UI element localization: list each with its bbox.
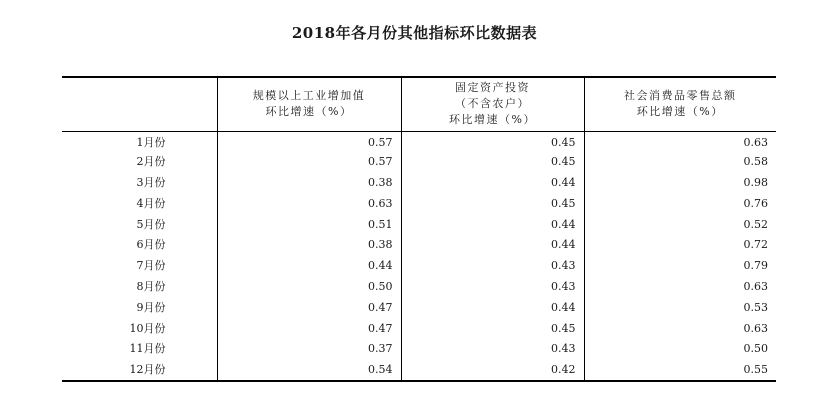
month-cell: 4月份 xyxy=(136,196,166,210)
investment-value: 0.45 xyxy=(401,152,584,173)
investment-value: 0.44 xyxy=(401,297,584,318)
table-body xyxy=(62,131,776,381)
table-row xyxy=(62,360,776,381)
table-row xyxy=(62,297,776,318)
investment-value: 0.42 xyxy=(401,360,584,381)
industry-value: 0.57 xyxy=(217,152,401,173)
investment-value: 0.43 xyxy=(401,339,584,360)
data-table xyxy=(62,76,776,382)
month-cell: 9月份 xyxy=(136,300,166,314)
month-cell: 12月份 xyxy=(62,360,217,381)
month-cell: 5月份 xyxy=(136,217,166,231)
header-investment xyxy=(401,77,584,131)
month-cell: 2月份 xyxy=(136,155,166,169)
investment-value: 0.44 xyxy=(401,173,584,194)
table-row xyxy=(62,214,776,235)
retail-value: 0.58 xyxy=(584,152,776,173)
retail-value: 0.63 xyxy=(584,318,776,339)
investment-value: 0.44 xyxy=(401,214,584,235)
investment-value: 0.45 xyxy=(401,131,584,152)
month-cell: 1月份 xyxy=(136,135,166,149)
table-row xyxy=(62,193,776,214)
retail-value: 0.63 xyxy=(584,277,776,298)
industry-value: 0.47 xyxy=(217,297,401,318)
industry-value: 0.63 xyxy=(217,193,401,214)
header-month-cell xyxy=(62,77,217,131)
table-row xyxy=(62,131,776,152)
retail-value: 0.63 xyxy=(584,131,776,152)
page-title: 2018年各月份其他指标环比数据表 xyxy=(291,24,538,42)
retail-value: 0.53 xyxy=(584,297,776,318)
header-line: 环比增速（%） xyxy=(636,105,724,119)
table-row xyxy=(62,173,776,194)
industry-value: 0.38 xyxy=(217,235,401,256)
month-cell: 3月份 xyxy=(136,175,166,189)
table-row xyxy=(62,339,776,360)
retail-value: 0.50 xyxy=(584,339,776,360)
investment-value: 0.44 xyxy=(401,235,584,256)
retail-value: 0.55 xyxy=(584,360,776,381)
header-row xyxy=(62,77,776,131)
industry-value: 0.57 xyxy=(217,131,401,152)
industry-value: 0.54 xyxy=(217,360,401,381)
month-cell: 6月份 xyxy=(136,238,166,252)
industry-value: 0.37 xyxy=(217,339,401,360)
header-line: 环比增速（%） xyxy=(449,113,536,127)
month-cell: 7月份 xyxy=(136,259,166,273)
table-row xyxy=(62,318,776,339)
retail-value: 0.98 xyxy=(584,173,776,194)
investment-value: 0.45 xyxy=(401,318,584,339)
industry-value: 0.44 xyxy=(217,256,401,277)
investment-value: 0.43 xyxy=(401,256,584,277)
header-retail xyxy=(584,77,776,131)
industry-value: 0.50 xyxy=(217,277,401,298)
industry-value: 0.38 xyxy=(217,173,401,194)
table-row xyxy=(62,235,776,256)
retail-value: 0.72 xyxy=(584,235,776,256)
header-line: 环比增速（%） xyxy=(265,105,353,119)
header-industry xyxy=(217,77,401,131)
investment-value: 0.45 xyxy=(401,193,584,214)
month-cell: 11月份 xyxy=(129,342,166,356)
month-cell: 10月份 xyxy=(129,321,166,335)
table-header xyxy=(62,77,776,131)
retail-value: 0.52 xyxy=(584,214,776,235)
header-line: （不含农户） xyxy=(455,97,530,111)
investment-value: 0.43 xyxy=(401,277,584,298)
retail-value: 0.76 xyxy=(584,193,776,214)
retail-value: 0.79 xyxy=(584,256,776,277)
header-line: 规模以上工业增加值 xyxy=(252,89,366,103)
industry-value: 0.51 xyxy=(217,214,401,235)
table-row xyxy=(62,256,776,277)
industry-value: 0.47 xyxy=(217,318,401,339)
header-line: 固定资产投资 xyxy=(455,81,530,95)
table-row xyxy=(62,152,776,173)
header-line: 社会消费品零售总额 xyxy=(624,89,737,103)
month-cell: 8月份 xyxy=(136,279,166,293)
table-row xyxy=(62,277,776,298)
